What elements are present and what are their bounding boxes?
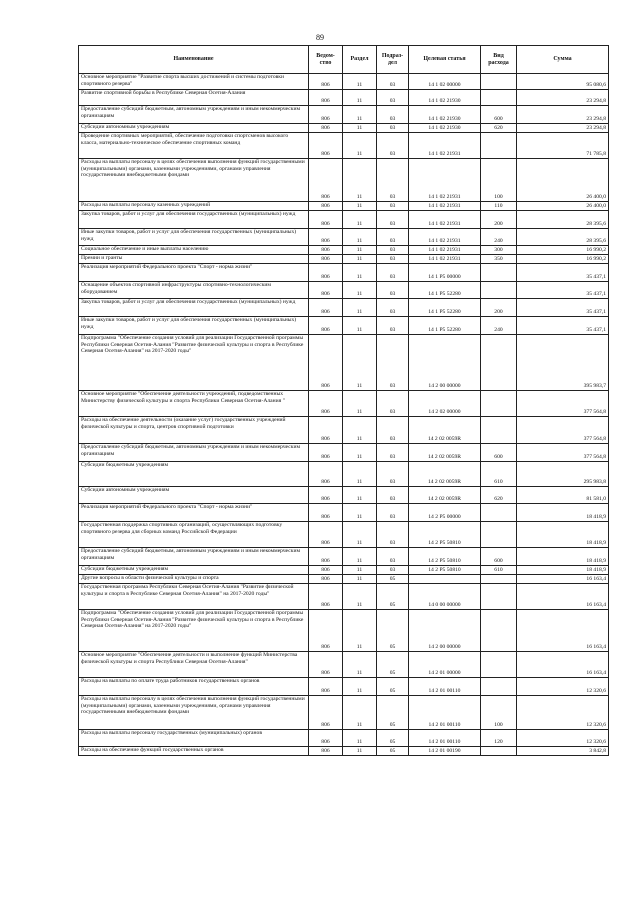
row-amount: 23 294,8 <box>517 124 609 133</box>
row-expense-type: 200 <box>481 211 517 229</box>
table-row <box>79 335 609 391</box>
table-row <box>79 575 609 584</box>
row-name: Расходы на выплаты персоналу в целях обеспечения выполнения функций государственными (муниципальными) органами, казенными учреждениями, органами управления государственными внебюджетными фондами <box>79 696 309 730</box>
row-subsection: 03 <box>377 202 409 211</box>
row-expense-type: 600 <box>481 548 517 566</box>
row-section: 11 <box>343 282 377 299</box>
table-row <box>79 106 609 124</box>
row-dept: 806 <box>309 124 343 133</box>
row-target: 14 1 02 21931 <box>409 246 481 255</box>
row-subsection: 03 <box>377 444 409 462</box>
row-target: 14 1 P5 52280 <box>409 317 481 335</box>
row-dept: 806 <box>309 548 343 566</box>
row-dept: 806 <box>309 106 343 124</box>
row-target: 14 1 02 21931 <box>409 211 481 229</box>
row-expense-type: 610 <box>481 566 517 575</box>
row-target: 14 2 P5 50810 <box>409 548 481 566</box>
row-name: Расходы на выплаты персоналу в целях обеспечения выполнения функций государственными (муниципальными) органами, казенными учреждениями, органами управления государственными внебюджетными фондами <box>79 159 309 202</box>
row-dept: 806 <box>309 335 343 391</box>
row-amount: 377 564,8 <box>517 444 609 462</box>
row-target: 14 1 02 21931 <box>409 133 481 159</box>
row-expense-type: 240 <box>481 229 517 246</box>
row-subsection: 03 <box>377 299 409 317</box>
row-dept: 806 <box>309 90 343 106</box>
row-dept: 806 <box>309 696 343 730</box>
table-row <box>79 584 609 610</box>
table-row <box>79 696 609 730</box>
row-name: Расходы на выплаты персоналу казенных учреждений <box>79 202 309 211</box>
row-target: 14 1 P5 52280 <box>409 282 481 299</box>
table-row <box>79 264 609 282</box>
row-expense-type <box>481 610 517 652</box>
row-dept: 806 <box>309 575 343 584</box>
header-section: Раздел <box>343 46 377 74</box>
row-amount: 18 418,9 <box>517 548 609 566</box>
row-dept: 806 <box>309 282 343 299</box>
row-target: 14 1 02 21931 <box>409 202 481 211</box>
row-dept: 806 <box>309 487 343 504</box>
row-dept: 806 <box>309 504 343 522</box>
table-row <box>79 159 609 202</box>
row-dept: 806 <box>309 747 343 756</box>
row-dept: 806 <box>309 444 343 462</box>
row-expense-type: 120 <box>481 730 517 747</box>
row-subsection: 03 <box>377 566 409 575</box>
row-name: Закупка товаров, работ и услуг для обеспечения государственных (муниципальных) нужд <box>79 299 309 317</box>
header-target: Целевая статья <box>409 46 481 74</box>
table-row <box>79 282 609 299</box>
row-amount: 16 990,2 <box>517 246 609 255</box>
table-row <box>79 229 609 246</box>
row-name: Основное мероприятие "Развитие спорта высших достижений и системы подготовки спортивного резерва" <box>79 74 309 90</box>
header-subsection: Подраз-дел <box>377 46 409 74</box>
header-expense-type: Вид расхода <box>481 46 517 74</box>
row-name: Подпрограмма "Обеспечение создания условий для реализации Государственной программы Республики Северная Осетия-Алания "Развитие физической культуры и спорта в Республике Северная Осетия-Алания" на 2017-2020 годы" <box>79 335 309 391</box>
row-dept: 806 <box>309 462 343 487</box>
row-name: Субсидии бюджетным учреждениям <box>79 566 309 575</box>
row-section: 11 <box>343 548 377 566</box>
row-expense-type <box>481 74 517 90</box>
row-dept: 806 <box>309 264 343 282</box>
row-name: Премии и гранты <box>79 255 309 264</box>
row-dept: 806 <box>309 652 343 678</box>
row-section: 11 <box>343 124 377 133</box>
row-dept: 806 <box>309 730 343 747</box>
row-amount: 81 581,0 <box>517 487 609 504</box>
row-expense-type: 600 <box>481 444 517 462</box>
row-section: 11 <box>343 317 377 335</box>
row-target: 14 1 02 21931 <box>409 255 481 264</box>
row-section: 11 <box>343 74 377 90</box>
row-target: 14 1 02 21930 <box>409 90 481 106</box>
row-subsection: 05 <box>377 730 409 747</box>
row-expense-type <box>481 678 517 696</box>
row-name: Другие вопросы в области физической культуры и спорта <box>79 575 309 584</box>
row-subsection: 03 <box>377 522 409 548</box>
row-expense-type <box>481 391 517 417</box>
table-row <box>79 487 609 504</box>
header-amount: Сумма <box>517 46 609 74</box>
row-dept: 806 <box>309 211 343 229</box>
row-target: 14 2 01 00000 <box>409 652 481 678</box>
row-subsection: 03 <box>377 548 409 566</box>
row-subsection: 03 <box>377 504 409 522</box>
row-name: Субсидии бюджетным учреждениям <box>79 462 309 487</box>
row-expense-type: 350 <box>481 255 517 264</box>
row-expense-type: 200 <box>481 299 517 317</box>
row-amount: 295 983,8 <box>517 462 609 487</box>
row-name: Развитие спортивной борьбы в Республике Северная Осетия-Алания <box>79 90 309 106</box>
row-subsection: 03 <box>377 462 409 487</box>
row-subsection: 05 <box>377 610 409 652</box>
row-name: Расходы на выплаты персоналу государственных (муниципальных) органов <box>79 730 309 747</box>
row-dept: 806 <box>309 522 343 548</box>
row-expense-type: 300 <box>481 246 517 255</box>
row-subsection: 03 <box>377 391 409 417</box>
row-expense-type <box>481 90 517 106</box>
row-dept: 806 <box>309 202 343 211</box>
row-subsection: 03 <box>377 264 409 282</box>
row-expense-type <box>481 504 517 522</box>
row-name: Государственная программа Республики Северная Осетия-Алания "Развитие физической культуры и спорта в Республике Северная Осетия-Алания" на 2017-2020 годы" <box>79 584 309 610</box>
row-name: Реализация мероприятий Федерального проекта "Спорт - норма жизни" <box>79 504 309 522</box>
table-row <box>79 74 609 90</box>
row-amount: 16 163,4 <box>517 575 609 584</box>
row-subsection: 03 <box>377 90 409 106</box>
row-subsection: 03 <box>377 317 409 335</box>
row-section: 11 <box>343 264 377 282</box>
row-section: 11 <box>343 678 377 696</box>
row-name: Расходы на выплаты по оплате труда работников государственных органов <box>79 678 309 696</box>
row-target: 14 2 01 00110 <box>409 678 481 696</box>
row-target: 14 2 01 00190 <box>409 747 481 756</box>
row-name: Предоставление субсидий бюджетным, автономным учреждениям и иным некоммерческим организациям <box>79 548 309 566</box>
row-subsection: 03 <box>377 417 409 444</box>
row-subsection: 03 <box>377 282 409 299</box>
row-section: 11 <box>343 522 377 548</box>
row-amount: 26 400,0 <box>517 159 609 202</box>
row-name: Иные закупки товаров, работ и услуг для обеспечения государственных (муниципальных) нужд <box>79 229 309 246</box>
row-target: 14 2 P5 50810 <box>409 566 481 575</box>
row-expense-type <box>481 584 517 610</box>
row-amount: 16 990,2 <box>517 255 609 264</box>
row-section: 11 <box>343 610 377 652</box>
row-section: 11 <box>343 391 377 417</box>
row-amount: 28 395,6 <box>517 211 609 229</box>
row-dept: 806 <box>309 255 343 264</box>
row-subsection: 05 <box>377 584 409 610</box>
row-target: 14 2 00 00000 <box>409 335 481 391</box>
row-expense-type <box>481 652 517 678</box>
table-row <box>79 522 609 548</box>
row-expense-type: 620 <box>481 487 517 504</box>
row-amount: 12 320,6 <box>517 696 609 730</box>
row-name: Основное мероприятие "Обеспечение деятельности и выполнение функций Министерства физической культуры и спорта Республики Северная Осетия-Алания" <box>79 652 309 678</box>
row-section: 11 <box>343 229 377 246</box>
row-expense-type <box>481 417 517 444</box>
row-dept: 806 <box>309 417 343 444</box>
table-row <box>79 610 609 652</box>
row-subsection: 05 <box>377 678 409 696</box>
table-row <box>79 391 609 417</box>
row-subsection: 05 <box>377 652 409 678</box>
table-row <box>79 652 609 678</box>
row-target: 14 2 P5 00000 <box>409 504 481 522</box>
row-dept: 806 <box>309 229 343 246</box>
row-target: 14 2 02 0059R <box>409 487 481 504</box>
row-subsection: 03 <box>377 229 409 246</box>
row-expense-type: 610 <box>481 462 517 487</box>
row-expense-type <box>481 747 517 756</box>
row-target: 14 0 00 00000 <box>409 584 481 610</box>
row-name: Основное мероприятие "Обеспечение деятельности учреждений, подведомственных Министерству физической культуры и спорта Республики Северная Осетия-Алания " <box>79 391 309 417</box>
table-row <box>79 202 609 211</box>
row-target: 14 1 02 00000 <box>409 74 481 90</box>
row-amount: 18 418,9 <box>517 522 609 548</box>
row-section: 11 <box>343 211 377 229</box>
row-name: Субсидии автономным учреждениям <box>79 487 309 504</box>
row-expense-type <box>481 282 517 299</box>
row-amount: 95 080,6 <box>517 74 609 90</box>
row-target: 14 1 02 21931 <box>409 229 481 246</box>
row-expense-type: 100 <box>481 159 517 202</box>
row-dept: 806 <box>309 317 343 335</box>
table-row <box>79 566 609 575</box>
table-row <box>79 730 609 747</box>
row-target: 14 1 P5 00000 <box>409 264 481 282</box>
row-dept: 806 <box>309 159 343 202</box>
row-name: Реализация мероприятий Федерального проекта "Спорт - норма жизни" <box>79 264 309 282</box>
row-section: 11 <box>343 584 377 610</box>
row-subsection: 03 <box>377 335 409 391</box>
table-row <box>79 124 609 133</box>
table-row <box>79 299 609 317</box>
row-subsection: 03 <box>377 124 409 133</box>
row-expense-type <box>481 575 517 584</box>
table-header-row <box>79 46 609 74</box>
row-name: Расходы на обеспечение деятельности (оказание услуг) государственных учреждений физической культуры и спорта, центров спортивной подготовки <box>79 417 309 444</box>
row-subsection: 03 <box>377 106 409 124</box>
table-row <box>79 417 609 444</box>
row-amount: 395 983,7 <box>517 335 609 391</box>
row-dept: 806 <box>309 74 343 90</box>
row-target: 14 2 00 00000 <box>409 610 481 652</box>
row-expense-type: 110 <box>481 202 517 211</box>
row-dept: 806 <box>309 246 343 255</box>
row-section: 11 <box>343 159 377 202</box>
row-target: 14 2 02 0059R <box>409 444 481 462</box>
row-name: Социальное обеспечение и иные выплаты населению <box>79 246 309 255</box>
row-subsection: 05 <box>377 747 409 756</box>
row-dept: 806 <box>309 678 343 696</box>
row-target: 14 2 02 00000 <box>409 391 481 417</box>
row-amount: 35 437,1 <box>517 317 609 335</box>
row-section: 11 <box>343 566 377 575</box>
row-section: 11 <box>343 255 377 264</box>
table-row <box>79 444 609 462</box>
row-section: 11 <box>343 90 377 106</box>
row-amount: 28 395,6 <box>517 229 609 246</box>
row-section: 11 <box>343 652 377 678</box>
row-expense-type <box>481 264 517 282</box>
row-section: 11 <box>343 487 377 504</box>
table-row <box>79 255 609 264</box>
table-row <box>79 462 609 487</box>
row-section: 11 <box>343 133 377 159</box>
row-amount: 16 163,4 <box>517 610 609 652</box>
row-subsection: 03 <box>377 487 409 504</box>
row-name: Расходы на обеспечение функций государственных органов <box>79 747 309 756</box>
row-amount: 23 294,8 <box>517 90 609 106</box>
table-row <box>79 747 609 756</box>
row-section: 11 <box>343 444 377 462</box>
row-target: 14 2 01 00110 <box>409 696 481 730</box>
row-name: Иные закупки товаров, работ и услуг для обеспечения государственных (муниципальных) нужд <box>79 317 309 335</box>
row-section: 11 <box>343 246 377 255</box>
row-dept: 806 <box>309 566 343 575</box>
row-section: 11 <box>343 747 377 756</box>
row-target: 14 1 P5 52280 <box>409 299 481 317</box>
row-dept: 806 <box>309 133 343 159</box>
row-amount: 18 418,9 <box>517 566 609 575</box>
row-section: 11 <box>343 730 377 747</box>
row-section: 11 <box>343 696 377 730</box>
row-section: 11 <box>343 202 377 211</box>
table-row <box>79 548 609 566</box>
row-amount: 71 785,8 <box>517 133 609 159</box>
table-row <box>79 246 609 255</box>
row-subsection: 03 <box>377 211 409 229</box>
table-row <box>79 317 609 335</box>
row-amount: 35 437,1 <box>517 299 609 317</box>
row-amount: 377 564,8 <box>517 391 609 417</box>
table-body <box>79 74 609 756</box>
row-amount: 16 163,4 <box>517 584 609 610</box>
row-target: 14 1 02 21930 <box>409 106 481 124</box>
row-section: 11 <box>343 417 377 444</box>
table-row <box>79 504 609 522</box>
table-row <box>79 678 609 696</box>
row-target: 14 2 01 00110 <box>409 730 481 747</box>
row-name: Оснащение объектов спортивной инфраструктуры спортивно-технологическим оборудованием <box>79 282 309 299</box>
row-subsection: 03 <box>377 133 409 159</box>
page-number: 89 <box>316 33 324 42</box>
row-expense-type <box>481 335 517 391</box>
row-amount: 26 400,0 <box>517 202 609 211</box>
row-target: 14 2 P5 50810 <box>409 522 481 548</box>
row-amount: 18 418,9 <box>517 504 609 522</box>
table-row <box>79 211 609 229</box>
row-section: 11 <box>343 106 377 124</box>
row-amount: 35 437,1 <box>517 282 609 299</box>
row-amount: 377 564,8 <box>517 417 609 444</box>
row-subsection: 03 <box>377 255 409 264</box>
budget-table <box>78 45 609 756</box>
row-name: Проведение спортивных мероприятий, обеспечение подготовки спортсменов высокого класса, материально-техническое обеспечение спортивных команд <box>79 133 309 159</box>
row-section: 11 <box>343 575 377 584</box>
row-target <box>409 575 481 584</box>
row-section: 11 <box>343 462 377 487</box>
row-amount: 12 320,6 <box>517 730 609 747</box>
header-name: Наименование <box>79 46 309 74</box>
row-expense-type <box>481 522 517 548</box>
row-expense-type: 600 <box>481 106 517 124</box>
row-target: 14 2 02 0059R <box>409 417 481 444</box>
table-row <box>79 133 609 159</box>
row-name: Предоставление субсидий бюджетным, автономным учреждениям и иным некоммерческим организациям <box>79 106 309 124</box>
row-amount: 23 294,8 <box>517 106 609 124</box>
row-target: 14 1 02 21931 <box>409 159 481 202</box>
row-expense-type: 100 <box>481 696 517 730</box>
row-amount: 16 163,4 <box>517 652 609 678</box>
header-dept: Ведом-ство <box>309 46 343 74</box>
row-name: Подпрограмма "Обеспечение создания условий для реализации Государственной программы Республики Северная Осетия-Алания "Развитие физической культуры и спорта в Республике Северная Осетия-Алания" на 2017-2020 годы" <box>79 610 309 652</box>
row-section: 11 <box>343 504 377 522</box>
row-dept: 806 <box>309 391 343 417</box>
row-dept: 806 <box>309 584 343 610</box>
row-section: 11 <box>343 335 377 391</box>
row-subsection: 05 <box>377 696 409 730</box>
row-section: 11 <box>343 299 377 317</box>
row-subsection: 03 <box>377 246 409 255</box>
row-subsection: 03 <box>377 74 409 90</box>
row-amount: 3 842,8 <box>517 747 609 756</box>
row-expense-type: 620 <box>481 124 517 133</box>
row-subsection: 03 <box>377 159 409 202</box>
row-name: Государственная поддержка спортивных организаций, осуществляющих подготовку спортивного резерва для сборных команд Российской Федерации <box>79 522 309 548</box>
row-dept: 806 <box>309 610 343 652</box>
row-subsection: 05 <box>377 575 409 584</box>
row-name: Субсидии автономным учреждениям <box>79 124 309 133</box>
row-amount: 12 320,6 <box>517 678 609 696</box>
row-name: Закупка товаров, работ и услуг для обеспечения государственных (муниципальных) нужд <box>79 211 309 229</box>
table-row <box>79 90 609 106</box>
row-dept: 806 <box>309 299 343 317</box>
row-expense-type: 240 <box>481 317 517 335</box>
row-target: 14 2 02 0059R <box>409 462 481 487</box>
row-name: Предоставление субсидий бюджетным, автономным учреждениям и иным некоммерческим организациям <box>79 444 309 462</box>
row-expense-type <box>481 133 517 159</box>
row-target: 14 1 02 21930 <box>409 124 481 133</box>
row-amount: 35 437,1 <box>517 264 609 282</box>
